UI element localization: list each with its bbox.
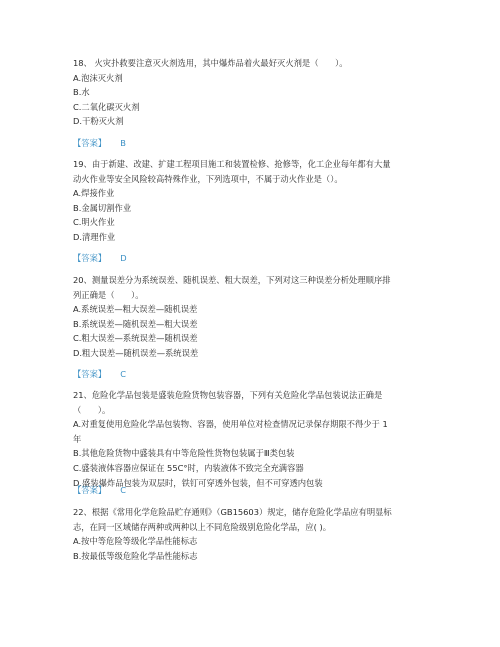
answer-value: D xyxy=(120,253,127,263)
option-b: B.水 xyxy=(73,87,90,98)
option-a: A.对重复使用危险化学品包装物、容器，使用单位对检查情况记录保存期限不得少于 1 年 xyxy=(73,419,388,444)
answer-line-21 xyxy=(73,484,126,496)
answer-label: 【答案】 xyxy=(73,485,107,495)
option-b: B.金属切割作业 xyxy=(73,202,132,213)
option-c: C.二氧化碳灭火剂 xyxy=(73,101,140,112)
option-b: B.按最低等级危险化学品性能标志 xyxy=(73,550,198,561)
question-19 xyxy=(73,157,393,245)
option-a: A.按中等危险等级化学品性能标志 xyxy=(73,536,198,547)
option-a: A.焊接作业 xyxy=(73,188,115,199)
question-stem: 19、由于新建、改建、扩建工程项目施工和装置检修、抢修等，化工企业每年都有大量动火作业等安全风险较高特殊作业，下列选项中，不属于动火作业是（）。 xyxy=(73,159,391,184)
option-d: D.干粉灭火剂 xyxy=(73,116,124,127)
answer-label: 【答案】 xyxy=(73,253,107,263)
answer-label: 【答案】 xyxy=(73,138,107,148)
option-c: C.粗大误差—系统误差—随机误差 xyxy=(73,333,198,344)
answer-line-18 xyxy=(73,137,126,149)
question-22 xyxy=(73,505,393,563)
option-d: D.清理作业 xyxy=(73,231,116,242)
option-b: B.系统误差—随机误差—粗大误差 xyxy=(73,318,198,329)
option-a: A.系统误差—粗大误差—随机误差 xyxy=(73,304,198,315)
question-21 xyxy=(73,388,393,490)
answer-value: B xyxy=(120,138,126,148)
option-a: A.泡沫灭火剂 xyxy=(73,72,123,83)
option-d: D.粗大误差—随机误差—系统误差 xyxy=(73,347,199,358)
option-c: C.盛装液体容器应保证在 55C°时，内装液体不致完全充满容器 xyxy=(73,462,304,473)
answer-line-19 xyxy=(73,252,127,264)
question-stem: 18、 火灾扑救要注意灭火剂选用，其中爆炸品着火最好灭火剂是（ ）。 xyxy=(73,58,348,68)
answer-label: 【答案】 xyxy=(73,369,107,379)
option-d: D.盛装爆炸品包装为双层时，铁钉可穿透外包装，但不可穿透内包装 xyxy=(73,477,323,488)
answer-value: C xyxy=(120,369,126,379)
question-stem: 22、根据《常用化学危险品贮存通则》（GB15603）规定，储存危险化学品应有明显标志，在同一区域储存两种或两种以上不同危险级别危险化学品，应( )。 xyxy=(73,507,392,532)
question-20 xyxy=(73,273,393,361)
question-stem: 21、危险化学品包装是盛装危险货物包装容器，下列有关危险化学品包装说法正确是（ ）。 xyxy=(73,390,383,415)
option-b: B.其他危险货物中盛装具有中等危险性货物包装属于Ⅲ类包装 xyxy=(73,448,295,459)
question-stem: 20、测量误差分为系统误差、随机误差、粗大误差，下列对这三种误差分析处理顺序排列正确是（ ）。 xyxy=(73,275,391,300)
answer-value: C xyxy=(120,485,126,495)
question-18 xyxy=(73,56,393,129)
answer-line-20 xyxy=(73,368,126,380)
option-c: C.明火作业 xyxy=(73,217,115,228)
